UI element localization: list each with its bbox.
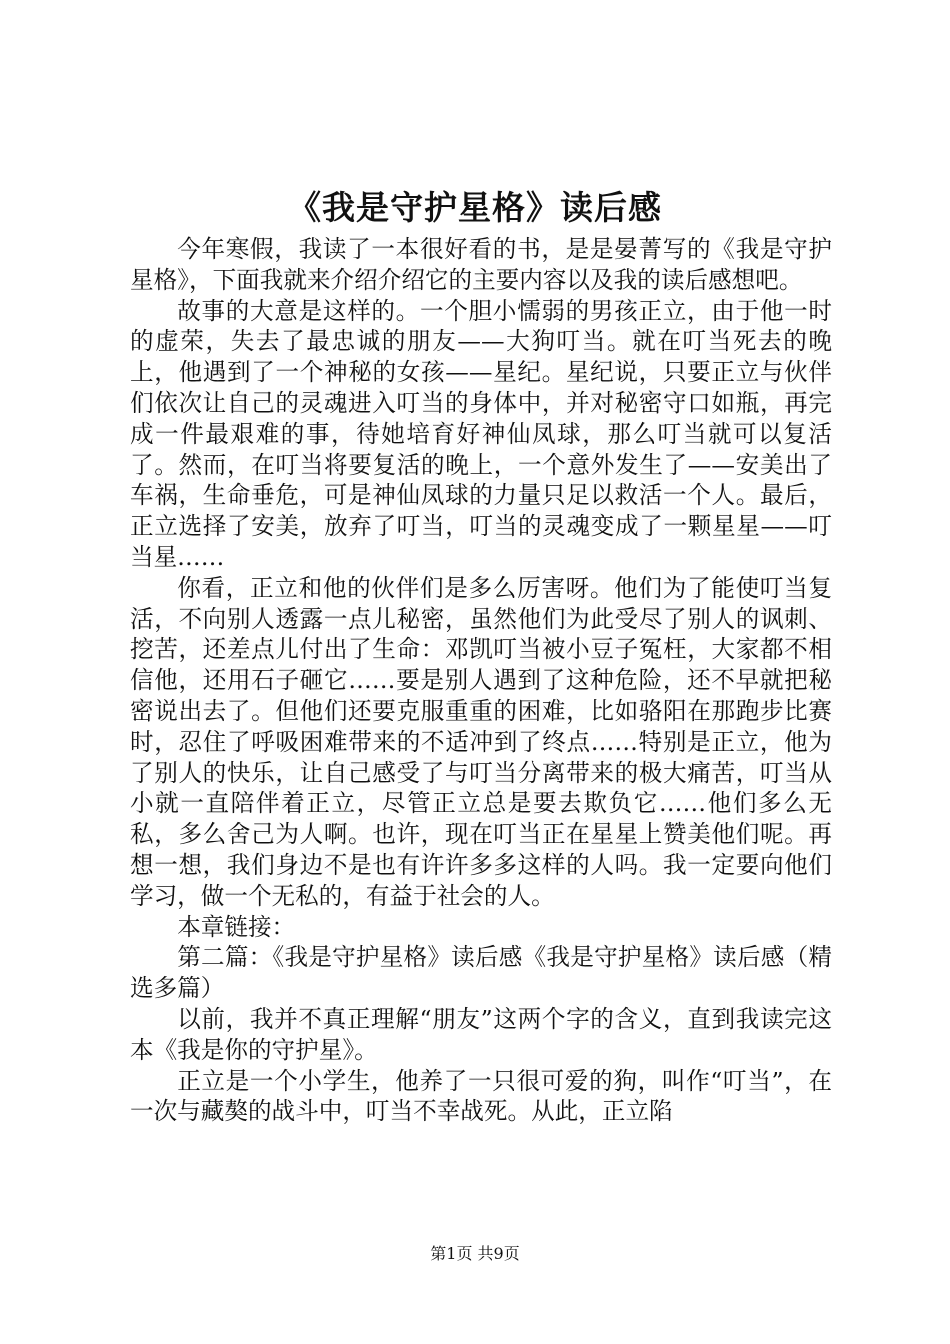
paragraph-summary: 故事的大意是这样的。一个胆小懦弱的男孩正立，由于他一时的虚荣，失去了最忠诚的朋友——大狗叮当。就在叮当死去的晚上，他遇到了一个神秘的女孩——星纪。星纪说，只要正立与伙伴们依次让自己的灵魂进入叮当的身体中，并对秘密守口如瓶，再完成一件最艰难的事，待她培育好神仙凤球，那么叮当就可以复活了。然而，在叮当将要复活的晚上，一个意外发生了——安美出了车祸，生命垂危，可是神仙凤球的力量只足以救活一个人。最后，正立选择了安美，放弃了叮当，叮当的灵魂变成了一颗星星——叮当星…… [130, 296, 832, 571]
document-body [130, 234, 832, 1127]
paragraph-second-article-intro: 以前，我并不真正理解“朋友”这两个字的含义，直到我读完这本《我是你的守护星》。 [130, 1004, 832, 1064]
page-footer: 第1页 共9页 [430, 1244, 520, 1263]
paragraph-second-article-story: 正立是一个小学生，他养了一只很可爱的狗，叫作“叮当”，在一次与藏獒的战斗中，叮当不幸战死。从此，正立陷 [130, 1066, 832, 1126]
paragraph-intro: 今年寒假，我读了一本很好看的书，是是晏菁写的《我是守护星格》，下面我就来介绍介绍它的主要内容以及我的读后感想吧。 [130, 235, 832, 294]
paragraph-reflection: 你看，正立和他的伙伴们是多么厉害呀。他们为了能使叮当复活，不向别人透露一点儿秘密，虽然他们为此受尽了别人的讽刺、挖苦，还差点儿付出了生命：邓凯叮当被小豆子冤枉，大家都不相信他，还用石子砸它……要是别人遇到了这种危险，还不早就把秘密说出去了。但他们还要克服重重的困难，比如骆阳在那跑步比赛时，忍住了呼吸困难带来的不适冲到了终点……特别是正立，他为了别人的快乐，让自己感受了与叮当分离带来的极大痛苦，叮当从小就一直陪伴着正立，尽管正立总是要去欺负它……他们多么无私，多么舍己为人啊。也许，现在叮当正在星星上赞美他们呢。再想一想，我们身边不是也有许许多多这样的人吗。我一定要向他们学习，做一个无私的，有益于社会的人。 [130, 573, 832, 910]
paragraph-second-article-heading: 第二篇：《我是守护星格》读后感《我是守护星格》读后感（精选多篇） [130, 943, 832, 1003]
document-title: 《我是守护星格》读后感 [288, 188, 662, 227]
paragraph-chapter-link: 本章链接： [177, 912, 296, 941]
